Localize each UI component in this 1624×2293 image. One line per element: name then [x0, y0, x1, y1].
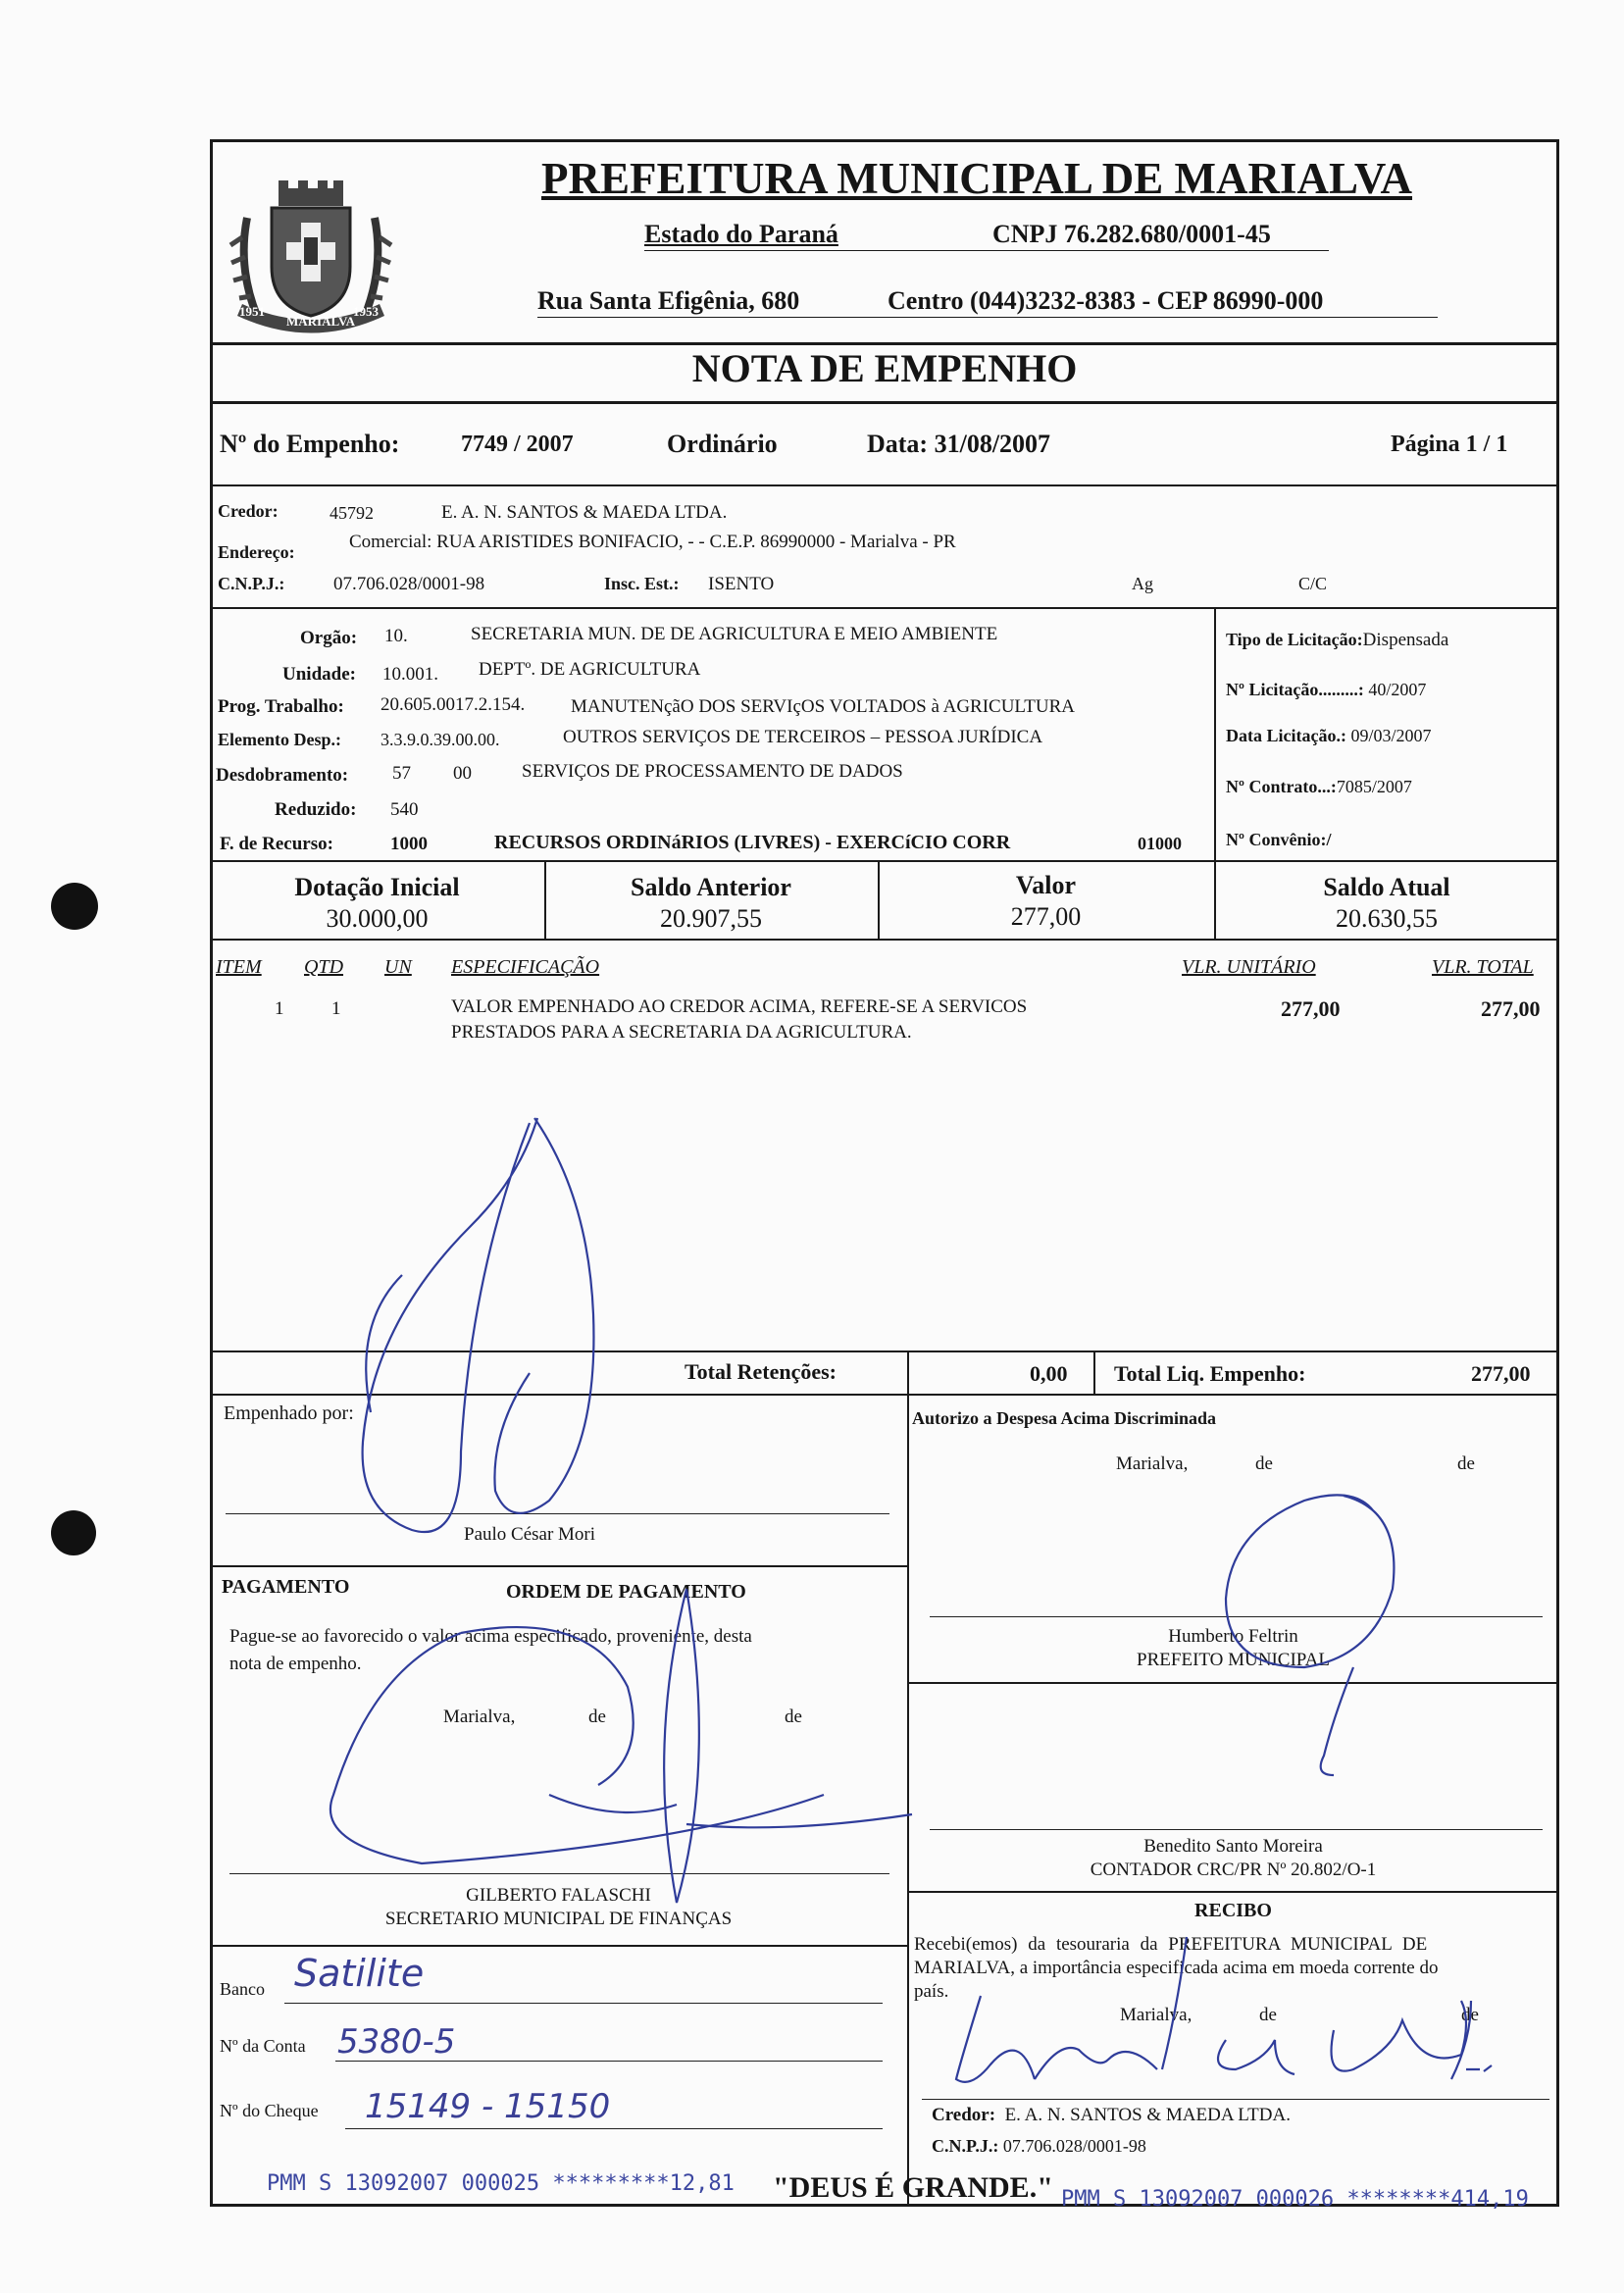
payment-de-1: de — [588, 1707, 606, 1727]
check-number: 15149 - 15150 — [365, 2087, 611, 2126]
state-registration: ISENTO — [708, 574, 775, 594]
payment-de-2: de — [785, 1707, 802, 1727]
program-name: MANUTENçãO DOS SERVIçOS VOLTADOS à AGRICULTURA — [571, 696, 1076, 717]
previous-balance-label: Saldo Anterior — [631, 873, 791, 901]
resource-label: F. de Recurso: — [220, 834, 333, 854]
col-header-unit: UN — [384, 956, 412, 978]
unidade-label: Unidade: — [282, 664, 356, 685]
col-header-item: ITEM — [216, 956, 262, 978]
payment-order-label: ORDEM DE PAGAMENTO — [506, 1581, 746, 1603]
authentication-stamp-1: PMM S 13092007 000025 *********12,81 — [267, 2171, 735, 2196]
retentions-value: 0,00 — [1030, 1361, 1068, 1386]
element-label: Elemento Desp.: — [218, 730, 341, 749]
breakdown-code-1: 57 — [392, 763, 411, 784]
authorize-de-1: de — [1255, 1453, 1273, 1474]
contract-number: 7085/2007 — [1336, 777, 1412, 796]
empenho-number: 7749 / 2007 — [461, 432, 574, 457]
account-number: 5380-5 — [337, 2022, 456, 2062]
program-code: 20.605.0017.2.154. — [381, 694, 526, 715]
receipt-de-1: de — [1259, 2005, 1277, 2025]
unidade-name: DEPTº. DE AGRICULTURA — [479, 659, 701, 680]
value: 277,00 — [1010, 902, 1082, 931]
creditor-code: 45792 — [330, 503, 374, 523]
payment-place: Marialva, — [443, 1707, 516, 1727]
initial-allocation-label: Dotação Inicial — [294, 873, 460, 901]
resource-code-2: 01000 — [1138, 834, 1182, 853]
bid-type: Dispensada — [1362, 630, 1449, 650]
bid-number-label: Nº Licitação.........: — [1226, 680, 1364, 699]
value-label: Valor — [1015, 871, 1077, 899]
receipt-creditor: E. A. N. SANTOS & MAEDA LTDA. — [1004, 2105, 1291, 2125]
payment-text-line-2: nota de empenho. — [229, 1654, 362, 1674]
header-address-rest: Centro (044)3232-8383 - CEP 86990-000 — [888, 286, 1324, 315]
resource-code: 1000 — [390, 834, 428, 854]
col-header-qty: QTD — [304, 956, 344, 978]
row-qty: 1 — [331, 998, 341, 1019]
reduced-label: Reduzido: — [275, 799, 357, 820]
seal-year-right: 1953 — [353, 304, 379, 319]
issued-by-label: Empenhado por: — [224, 1402, 354, 1424]
col-header-total-value: VLR. TOTAL — [1432, 956, 1534, 978]
creditor-name: E. A. N. SANTOS & MAEDA LTDA. — [441, 502, 728, 523]
check-number-label: Nº do Cheque — [220, 2101, 319, 2120]
page-number: Página 1 / 1 — [1391, 432, 1508, 457]
accountant-title: CONTADOR CRC/PR Nº 20.802/O-1 — [1090, 1860, 1377, 1880]
document-title: NOTA DE EMPENHO — [691, 346, 1078, 390]
agreement-label: Nº Convênio:/ — [1226, 830, 1332, 849]
breakdown-code-2: 00 — [453, 763, 472, 784]
net-total-value: 277,00 — [1471, 1361, 1531, 1386]
finance-secretary-name: GILBERTO FALASCHI — [466, 1885, 651, 1906]
bid-type-label-text: Tipo de Licitação: — [1226, 630, 1363, 649]
state-registration-label: Insc. Est.: — [604, 574, 680, 593]
accountant-name: Benedito Santo Moreira — [1143, 1836, 1323, 1857]
creditor-address: Comercial: RUA ARISTIDES BONIFACIO, - - C.E.P. 86990000 - Marialva - PR — [349, 532, 956, 552]
breakdown-name: SERVIÇOS DE PROCESSAMENTO DE DADOS — [522, 761, 903, 782]
receipt-place: Marialva, — [1120, 2005, 1193, 2025]
header-state: Estado do Paraná — [644, 220, 838, 248]
payment-label: PAGAMENTO — [222, 1576, 350, 1598]
bank-label: Banco — [220, 1979, 265, 1999]
punch-hole-2 — [51, 1510, 96, 1555]
receipt-label: RECIBO — [1194, 1900, 1272, 1921]
header-address: Rua Santa Efigênia, 680 — [537, 286, 800, 315]
row-unit-value: 277,00 — [1281, 996, 1341, 1021]
col-header-spec: ESPECIFICAÇÃO — [451, 956, 600, 978]
account-label: C/C — [1298, 574, 1328, 593]
resource-name: RECURSOS ORDINáRIOS (LIVRES) - EXERCíCIO CORR — [494, 832, 1011, 853]
contract-label: Nº Contrato...: — [1226, 777, 1337, 796]
orgao-code: 10. — [384, 626, 408, 646]
row-item: 1 — [275, 998, 284, 1019]
seal-year-left: 1951 — [239, 304, 265, 319]
col-header-unit-value: VLR. UNITÁRIO — [1182, 956, 1316, 978]
receipt-cnpj-label: C.N.P.J.: — [932, 2136, 999, 2156]
bid-number: 40/2007 — [1368, 680, 1427, 699]
empenho-number-label: Nº do Empenho: — [220, 430, 400, 458]
punch-hole-1 — [51, 883, 98, 930]
orgao-label: Orgão: — [300, 628, 358, 648]
cnpj-label: C.N.P.J.: — [218, 574, 285, 593]
mayor-title: PREFEITO MUNICIPAL — [1137, 1650, 1330, 1670]
receipt-creditor-label: Credor: — [932, 2105, 996, 2125]
orgao-name: SECRETARIA MUN. DE DE AGRICULTURA E MEIO AMBIENTE — [471, 624, 998, 644]
program-label: Prog. Trabalho: — [218, 696, 344, 717]
bid-date-label: Data Licitação.: — [1226, 726, 1346, 745]
creditor-label: Credor: — [218, 501, 279, 521]
receipt-text-line-2: MARIALVA, a importância especificada acima em moeda corrente do — [914, 1958, 1439, 1978]
authorize-place: Marialva, — [1116, 1453, 1189, 1474]
retentions-label: Total Retenções: — [685, 1359, 837, 1384]
finance-secretary-title: SECRETARIO MUNICIPAL DE FINANÇAS — [384, 1909, 733, 1929]
empenho-type: Ordinário — [667, 430, 778, 458]
receipt-text-line-3: país. — [914, 1981, 949, 2002]
element-name: OUTROS SERVIÇOS DE TERCEIROS – PESSOA JURÍDICA — [563, 727, 1043, 747]
mayor-name: Humberto Feltrin — [1168, 1626, 1298, 1647]
seal-name: MARIALVA — [286, 314, 356, 329]
authorize-de-2: de — [1457, 1453, 1475, 1474]
address-label: Endereço: — [218, 542, 295, 562]
issuer-name: Paulo César Mori — [464, 1524, 596, 1545]
payment-text-line-1: Pague-se ao favorecido o valor acima especificado, proveniente, desta — [229, 1626, 752, 1647]
receipt-de-2: de — [1461, 2005, 1479, 2025]
header-title: PREFEITURA MUNICIPAL DE MARIALVA — [541, 154, 1413, 203]
current-balance-label: Saldo Atual — [1323, 873, 1450, 901]
receipt-cnpj: 07.706.028/0001-98 — [1002, 2136, 1146, 2156]
authorize-label: Autorizo a Despesa Acima Discriminada — [912, 1408, 1216, 1428]
authentication-stamp-2: PMM S 13092007 000026 ********414,19 — [1061, 2187, 1529, 2212]
bank-name: Satilite — [294, 1952, 425, 1995]
empenho-date: Data: 31/08/2007 — [867, 430, 1051, 458]
account-number-label: Nº da Conta — [220, 2036, 306, 2056]
bid-date: 09/03/2007 — [1350, 726, 1432, 745]
breakdown-label: Desdobramento: — [216, 765, 349, 786]
row-spec-line-1: VALOR EMPENHADO AO CREDOR ACIMA, REFERE-SE A SERVICOS — [451, 996, 1028, 1017]
row-spec-line-2: PRESTADOS PARA A SECRETARIA DA AGRICULTURA. — [451, 1022, 912, 1043]
current-balance: 20.630,55 — [1336, 904, 1438, 933]
agency-label: Ag — [1132, 574, 1153, 593]
element-code: 3.3.9.0.39.00.00. — [381, 730, 500, 749]
creditor-cnpj: 07.706.028/0001-98 — [333, 574, 485, 594]
unidade-code: 10.001. — [382, 664, 438, 685]
receipt-text-line-1: Recebi(emos) da tesouraria da PREFEITURA MUNICIPAL DE — [914, 1934, 1428, 1955]
header-cnpj: CNPJ 76.282.680/0001-45 — [992, 220, 1271, 248]
footer-motto: "DEUS É GRANDE." — [773, 2171, 1053, 2204]
row-total-value: 277,00 — [1481, 996, 1541, 1021]
net-total-label: Total Liq. Empenho: — [1114, 1361, 1306, 1386]
previous-balance: 20.907,55 — [660, 904, 762, 933]
reduced-value: 540 — [390, 799, 419, 820]
initial-allocation: 30.000,00 — [326, 904, 429, 933]
